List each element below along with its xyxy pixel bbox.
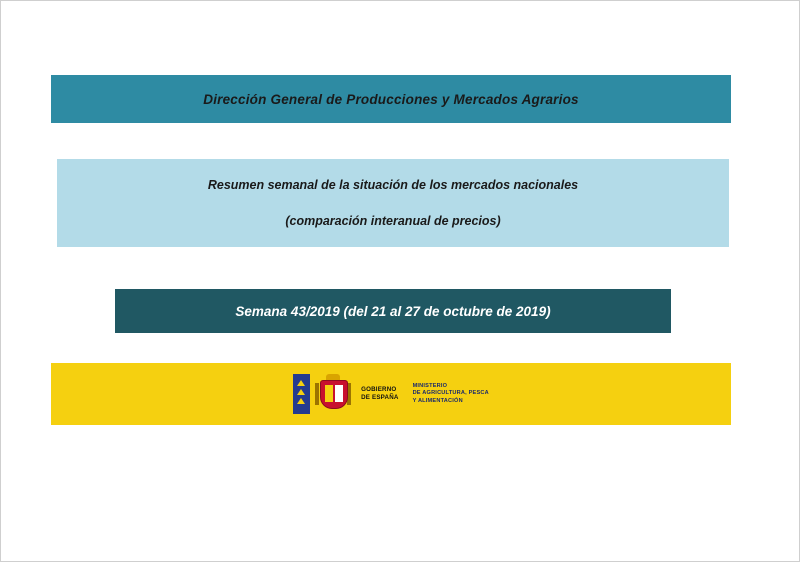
- ministry-line-1: MINISTERIO: [412, 382, 448, 389]
- subtitle-line-1: Resumen semanal de la situación de los mercados nacionales: [207, 178, 579, 192]
- week-band: [115, 289, 671, 333]
- government-line-1: GOBIERNO: [361, 386, 397, 393]
- spain-coat-of-arms-icon: [313, 374, 353, 414]
- logo-text-group: [361, 383, 489, 406]
- subtitle-band: [57, 159, 729, 247]
- title-band: [51, 75, 731, 123]
- page-title: Dirección General de Producciones y Mercados Agrarios: [203, 91, 579, 107]
- ministry-line-3: Y ALIMENTACIÓN: [412, 397, 463, 404]
- ministry-text: [413, 383, 489, 406]
- government-text: [361, 386, 398, 402]
- ministry-line-2: DE AGRICULTURA, PESCA: [412, 390, 489, 397]
- government-line-2: DE ESPAÑA: [361, 394, 399, 401]
- flag-stars-icon: [293, 374, 310, 414]
- subtitle-line-2: (comparación interanual de precios): [285, 214, 501, 228]
- government-logo: [293, 373, 489, 415]
- logo-band: [51, 363, 731, 425]
- week-label: Semana 43/2019 (del 21 al 27 de octubre de 2019): [235, 303, 551, 319]
